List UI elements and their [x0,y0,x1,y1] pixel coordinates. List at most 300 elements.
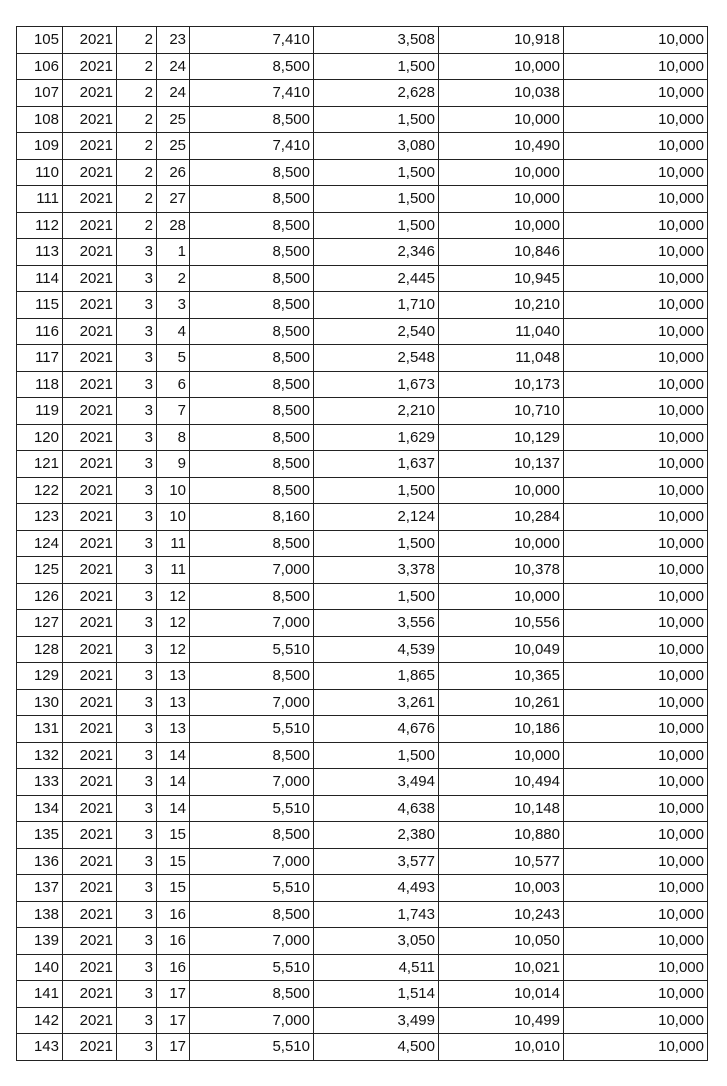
amount-b-cell: 2,628 [314,80,439,107]
amount-b-cell: 2,540 [314,318,439,345]
amount-b-cell: 1,865 [314,663,439,690]
month-cell: 3 [117,901,157,928]
month-cell: 2 [117,53,157,80]
table-row [17,451,708,478]
amount-b-cell: 1,500 [314,106,439,133]
total-cell: 10,137 [439,451,564,478]
year-cell: 2021 [63,451,117,478]
amount-a-cell: 5,510 [190,636,314,663]
row-number-cell: 117 [17,345,63,372]
limit-cell: 10,000 [564,981,708,1008]
amount-a-cell: 8,500 [190,451,314,478]
row-number-cell: 126 [17,583,63,610]
table-row [17,159,708,186]
year-cell: 2021 [63,848,117,875]
total-cell: 10,880 [439,822,564,849]
amount-b-cell: 1,500 [314,477,439,504]
limit-cell: 10,000 [564,239,708,266]
data-table [16,26,708,1061]
row-number-cell: 127 [17,610,63,637]
day-cell: 7 [157,398,190,425]
year-cell: 2021 [63,610,117,637]
month-cell: 2 [117,106,157,133]
amount-b-cell: 1,500 [314,212,439,239]
limit-cell: 10,000 [564,212,708,239]
total-cell: 11,040 [439,318,564,345]
table-row [17,583,708,610]
year-cell: 2021 [63,689,117,716]
amount-a-cell: 5,510 [190,1034,314,1061]
table-row [17,27,708,54]
amount-a-cell: 7,000 [190,557,314,584]
table-row [17,663,708,690]
table-row [17,1007,708,1034]
row-number-cell: 121 [17,451,63,478]
day-cell: 1 [157,239,190,266]
amount-b-cell: 4,500 [314,1034,439,1061]
total-cell: 10,000 [439,477,564,504]
year-cell: 2021 [63,901,117,928]
day-cell: 9 [157,451,190,478]
total-cell: 10,846 [439,239,564,266]
amount-b-cell: 1,500 [314,159,439,186]
month-cell: 3 [117,345,157,372]
limit-cell: 10,000 [564,928,708,955]
amount-a-cell: 8,160 [190,504,314,531]
month-cell: 3 [117,504,157,531]
year-cell: 2021 [63,133,117,160]
year-cell: 2021 [63,742,117,769]
total-cell: 10,148 [439,795,564,822]
table-row [17,742,708,769]
day-cell: 2 [157,265,190,292]
day-cell: 23 [157,27,190,54]
month-cell: 3 [117,318,157,345]
total-cell: 10,000 [439,106,564,133]
month-cell: 3 [117,928,157,955]
month-cell: 3 [117,1034,157,1061]
limit-cell: 10,000 [564,742,708,769]
month-cell: 3 [117,822,157,849]
limit-cell: 10,000 [564,265,708,292]
table-row [17,716,708,743]
amount-a-cell: 8,500 [190,265,314,292]
month-cell: 3 [117,424,157,451]
month-cell: 2 [117,186,157,213]
year-cell: 2021 [63,928,117,955]
month-cell: 3 [117,398,157,425]
limit-cell: 10,000 [564,292,708,319]
amount-a-cell: 8,500 [190,398,314,425]
table-row [17,371,708,398]
row-number-cell: 109 [17,133,63,160]
table-row [17,822,708,849]
year-cell: 2021 [63,504,117,531]
limit-cell: 10,000 [564,133,708,160]
total-cell: 10,050 [439,928,564,955]
total-cell: 10,365 [439,663,564,690]
month-cell: 2 [117,27,157,54]
year-cell: 2021 [63,398,117,425]
day-cell: 16 [157,901,190,928]
row-number-cell: 139 [17,928,63,955]
amount-a-cell: 5,510 [190,795,314,822]
year-cell: 2021 [63,27,117,54]
amount-a-cell: 8,500 [190,159,314,186]
month-cell: 2 [117,133,157,160]
total-cell: 10,000 [439,530,564,557]
table-row [17,186,708,213]
total-cell: 10,010 [439,1034,564,1061]
month-cell: 3 [117,848,157,875]
amount-a-cell: 7,000 [190,848,314,875]
total-cell: 10,049 [439,636,564,663]
limit-cell: 10,000 [564,610,708,637]
amount-b-cell: 1,500 [314,186,439,213]
limit-cell: 10,000 [564,345,708,372]
row-number-cell: 132 [17,742,63,769]
year-cell: 2021 [63,477,117,504]
day-cell: 13 [157,689,190,716]
amount-a-cell: 8,500 [190,186,314,213]
row-number-cell: 129 [17,663,63,690]
limit-cell: 10,000 [564,1034,708,1061]
total-cell: 10,494 [439,769,564,796]
amount-b-cell: 1,743 [314,901,439,928]
limit-cell: 10,000 [564,636,708,663]
amount-b-cell: 1,629 [314,424,439,451]
table-row [17,901,708,928]
total-cell: 10,173 [439,371,564,398]
limit-cell: 10,000 [564,504,708,531]
amount-a-cell: 8,500 [190,345,314,372]
day-cell: 15 [157,848,190,875]
month-cell: 3 [117,265,157,292]
day-cell: 6 [157,371,190,398]
table-row [17,477,708,504]
amount-a-cell: 8,500 [190,212,314,239]
table-row [17,610,708,637]
total-cell: 10,000 [439,583,564,610]
day-cell: 14 [157,795,190,822]
month-cell: 2 [117,80,157,107]
table-row [17,848,708,875]
table-row [17,981,708,1008]
month-cell: 2 [117,159,157,186]
amount-b-cell: 4,638 [314,795,439,822]
year-cell: 2021 [63,424,117,451]
row-number-cell: 119 [17,398,63,425]
amount-a-cell: 7,000 [190,610,314,637]
amount-b-cell: 1,710 [314,292,439,319]
total-cell: 10,243 [439,901,564,928]
year-cell: 2021 [63,159,117,186]
row-number-cell: 111 [17,186,63,213]
row-number-cell: 115 [17,292,63,319]
year-cell: 2021 [63,530,117,557]
day-cell: 11 [157,530,190,557]
amount-b-cell: 3,261 [314,689,439,716]
row-number-cell: 120 [17,424,63,451]
day-cell: 10 [157,504,190,531]
amount-b-cell: 3,050 [314,928,439,955]
day-cell: 16 [157,954,190,981]
day-cell: 3 [157,292,190,319]
total-cell: 10,129 [439,424,564,451]
amount-a-cell: 7,410 [190,27,314,54]
row-number-cell: 124 [17,530,63,557]
total-cell: 10,003 [439,875,564,902]
year-cell: 2021 [63,981,117,1008]
row-number-cell: 140 [17,954,63,981]
total-cell: 10,577 [439,848,564,875]
amount-a-cell: 8,500 [190,424,314,451]
table-row [17,80,708,107]
row-number-cell: 125 [17,557,63,584]
table-row [17,53,708,80]
year-cell: 2021 [63,557,117,584]
day-cell: 4 [157,318,190,345]
limit-cell: 10,000 [564,583,708,610]
total-cell: 10,000 [439,159,564,186]
row-number-cell: 105 [17,27,63,54]
day-cell: 13 [157,716,190,743]
amount-a-cell: 5,510 [190,716,314,743]
total-cell: 10,378 [439,557,564,584]
limit-cell: 10,000 [564,186,708,213]
limit-cell: 10,000 [564,318,708,345]
amount-a-cell: 8,500 [190,663,314,690]
total-cell: 10,284 [439,504,564,531]
limit-cell: 10,000 [564,557,708,584]
amount-b-cell: 2,210 [314,398,439,425]
year-cell: 2021 [63,53,117,80]
limit-cell: 10,000 [564,954,708,981]
table-row [17,636,708,663]
amount-a-cell: 8,500 [190,239,314,266]
amount-a-cell: 8,500 [190,106,314,133]
limit-cell: 10,000 [564,848,708,875]
table-row [17,875,708,902]
table-row [17,292,708,319]
amount-a-cell: 8,500 [190,822,314,849]
month-cell: 3 [117,875,157,902]
month-cell: 3 [117,636,157,663]
amount-b-cell: 1,514 [314,981,439,1008]
amount-b-cell: 1,500 [314,530,439,557]
year-cell: 2021 [63,212,117,239]
day-cell: 17 [157,1034,190,1061]
month-cell: 3 [117,795,157,822]
amount-a-cell: 8,500 [190,53,314,80]
row-number-cell: 122 [17,477,63,504]
table-row [17,769,708,796]
limit-cell: 10,000 [564,27,708,54]
total-cell: 10,021 [439,954,564,981]
amount-a-cell: 8,500 [190,477,314,504]
day-cell: 8 [157,424,190,451]
row-number-cell: 108 [17,106,63,133]
day-cell: 17 [157,981,190,1008]
day-cell: 15 [157,875,190,902]
amount-b-cell: 2,548 [314,345,439,372]
amount-b-cell: 1,637 [314,451,439,478]
table-row [17,318,708,345]
year-cell: 2021 [63,265,117,292]
amount-b-cell: 2,445 [314,265,439,292]
total-cell: 10,038 [439,80,564,107]
scanned-sheet [16,26,708,1061]
amount-b-cell: 2,346 [314,239,439,266]
limit-cell: 10,000 [564,663,708,690]
day-cell: 28 [157,212,190,239]
year-cell: 2021 [63,769,117,796]
day-cell: 12 [157,610,190,637]
day-cell: 16 [157,928,190,955]
amount-a-cell: 7,000 [190,928,314,955]
amount-b-cell: 3,577 [314,848,439,875]
amount-a-cell: 7,000 [190,1007,314,1034]
year-cell: 2021 [63,636,117,663]
day-cell: 17 [157,1007,190,1034]
amount-b-cell: 4,493 [314,875,439,902]
row-number-cell: 136 [17,848,63,875]
table-row [17,795,708,822]
row-number-cell: 133 [17,769,63,796]
amount-b-cell: 1,673 [314,371,439,398]
total-cell: 10,000 [439,53,564,80]
row-number-cell: 112 [17,212,63,239]
amount-a-cell: 8,500 [190,371,314,398]
row-number-cell: 116 [17,318,63,345]
amount-a-cell: 7,000 [190,769,314,796]
amount-b-cell: 1,500 [314,583,439,610]
limit-cell: 10,000 [564,689,708,716]
day-cell: 12 [157,636,190,663]
amount-a-cell: 8,500 [190,583,314,610]
amount-b-cell: 4,539 [314,636,439,663]
row-number-cell: 106 [17,53,63,80]
month-cell: 3 [117,610,157,637]
row-number-cell: 142 [17,1007,63,1034]
amount-b-cell: 1,500 [314,53,439,80]
total-cell: 10,014 [439,981,564,1008]
amount-a-cell: 7,410 [190,80,314,107]
total-cell: 10,000 [439,212,564,239]
limit-cell: 10,000 [564,371,708,398]
limit-cell: 10,000 [564,53,708,80]
amount-a-cell: 8,500 [190,742,314,769]
total-cell: 10,556 [439,610,564,637]
total-cell: 10,710 [439,398,564,425]
amount-a-cell: 8,500 [190,292,314,319]
table-row [17,954,708,981]
amount-b-cell: 1,500 [314,742,439,769]
amount-b-cell: 3,499 [314,1007,439,1034]
month-cell: 3 [117,371,157,398]
day-cell: 5 [157,345,190,372]
month-cell: 3 [117,477,157,504]
table-row [17,424,708,451]
table-row [17,212,708,239]
month-cell: 3 [117,451,157,478]
year-cell: 2021 [63,371,117,398]
day-cell: 12 [157,583,190,610]
amount-a-cell: 8,500 [190,981,314,1008]
month-cell: 3 [117,530,157,557]
month-cell: 3 [117,981,157,1008]
row-number-cell: 130 [17,689,63,716]
month-cell: 3 [117,769,157,796]
amount-b-cell: 3,080 [314,133,439,160]
limit-cell: 10,000 [564,769,708,796]
amount-a-cell: 7,000 [190,689,314,716]
row-number-cell: 135 [17,822,63,849]
year-cell: 2021 [63,663,117,690]
table-row [17,239,708,266]
year-cell: 2021 [63,822,117,849]
amount-a-cell: 8,500 [190,901,314,928]
day-cell: 15 [157,822,190,849]
limit-cell: 10,000 [564,530,708,557]
year-cell: 2021 [63,106,117,133]
year-cell: 2021 [63,1034,117,1061]
month-cell: 3 [117,583,157,610]
row-number-cell: 107 [17,80,63,107]
month-cell: 3 [117,557,157,584]
row-number-cell: 123 [17,504,63,531]
month-cell: 3 [117,239,157,266]
row-number-cell: 141 [17,981,63,1008]
limit-cell: 10,000 [564,875,708,902]
limit-cell: 10,000 [564,822,708,849]
amount-a-cell: 5,510 [190,954,314,981]
month-cell: 3 [117,663,157,690]
total-cell: 10,210 [439,292,564,319]
day-cell: 11 [157,557,190,584]
day-cell: 27 [157,186,190,213]
table-row [17,530,708,557]
amount-b-cell: 4,511 [314,954,439,981]
month-cell: 3 [117,954,157,981]
year-cell: 2021 [63,795,117,822]
month-cell: 3 [117,292,157,319]
table-row [17,345,708,372]
amount-b-cell: 4,676 [314,716,439,743]
amount-b-cell: 2,380 [314,822,439,849]
year-cell: 2021 [63,716,117,743]
amount-b-cell: 2,124 [314,504,439,531]
amount-a-cell: 8,500 [190,530,314,557]
limit-cell: 10,000 [564,451,708,478]
limit-cell: 10,000 [564,398,708,425]
table-row [17,1034,708,1061]
table-row [17,398,708,425]
limit-cell: 10,000 [564,106,708,133]
day-cell: 24 [157,80,190,107]
limit-cell: 10,000 [564,795,708,822]
table-row [17,133,708,160]
row-number-cell: 137 [17,875,63,902]
month-cell: 3 [117,716,157,743]
limit-cell: 10,000 [564,1007,708,1034]
row-number-cell: 134 [17,795,63,822]
table-row [17,265,708,292]
row-number-cell: 110 [17,159,63,186]
total-cell: 11,048 [439,345,564,372]
month-cell: 3 [117,742,157,769]
amount-b-cell: 3,494 [314,769,439,796]
